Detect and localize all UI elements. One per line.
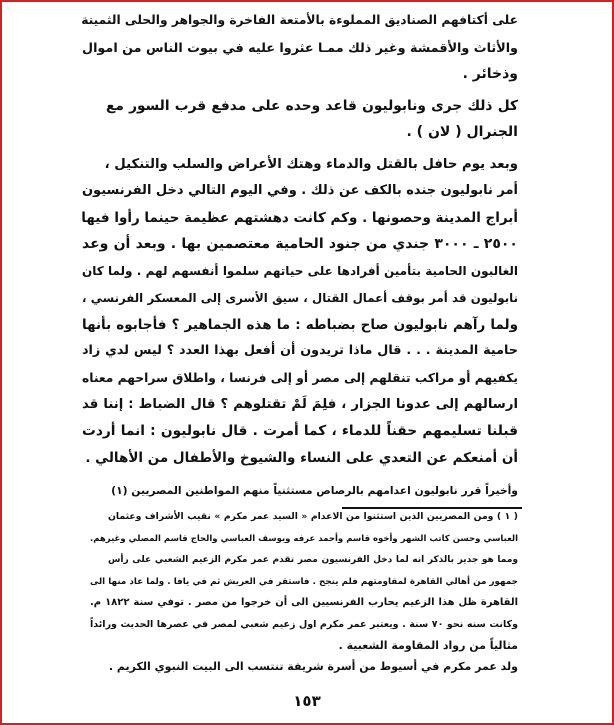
footnote-line: مثالياً من رواد المقاومة الشعبية . bbox=[338, 639, 518, 652]
text-line: نابوليون قد أمر بوقف أعمال القتال ، سيق الأسرى إلى المعسكر الفرنسي ، bbox=[82, 291, 518, 305]
text-line: على أكتافهم الصناديق المملوءة بالأمتعة الفاخرة والجواهر والحلى الثمينة bbox=[81, 13, 518, 27]
text-line: أبراج المدينة وحصونها . وكم كانت دهشتهم عظيمة حينما رأوا فيها bbox=[81, 210, 518, 226]
text-line: يكفيهم أو مراكب تنقلهم إلى مصر أو إلى فرنسا ، واطلاق سراحهم معناه bbox=[82, 371, 518, 385]
text-line: وأخيراً قرر نابوليون اعدامهم بالرصاص مستثنياً منهم المواطنين المصريين (١) bbox=[111, 484, 518, 497]
text-line: ارسالهم إلى عدونا الجزار ، فلِمَ لَمْ تقتلوهم ؟ قال الضباط : إننا قد bbox=[82, 397, 518, 412]
text-line: قبلنا تسليمهم حقناً للدماء ، كما أمرت . قال نابوليون : انما أردت bbox=[82, 423, 518, 439]
footnote-line: ولد عمر مكرم في أسيوط من أسرة شريفة تنتسب الى البيت النبوي الكريم . bbox=[108, 660, 518, 673]
page-number: ١٥٣ bbox=[293, 692, 321, 710]
text-line: وذخائر . bbox=[462, 66, 518, 82]
text-line: الغالبون الحامية بتأمين أفرادها على حياتهم سلموا أنفسهم لهم . ولما كان bbox=[82, 264, 518, 278]
text-line: أن أمنعكم عن التعدي على النساء والشيوخ والأطفال من الأهالي . bbox=[85, 450, 518, 466]
text-line: ٢٥٠٠ ـ ٣٠٠٠ جندي من جنود الحامية معتصمين بها . وبعد أن وعد bbox=[82, 236, 518, 252]
text-line: حامية المدينة . . . قال ماذا تريدون أن أفعل بهذا العدد ؟ ليس لدي زاد bbox=[82, 343, 518, 358]
text-line: وبعد يوم حافل بالقتل والدماء وهتك الأعراض والسلب والتنكيل ، bbox=[104, 157, 518, 172]
text-line: والأثاث والأقمشة وغير ذلك ممـا عثروا عليه في بيوت الناس من اموال bbox=[82, 41, 518, 56]
text-line: أمر نابوليون جنده بالكف عن ذلك . وفي اليوم التالي دخل الفرنسيون bbox=[81, 183, 518, 198]
footnote-line: ( ١ ) ومن المصريين الذين استثنوا من الاعدام « السيد عمر مكرم » نقيب الأشراف وعثمان bbox=[108, 511, 518, 522]
footnote-line: العباسي وحسن كاتب الشهر وأخوه قاسم وأحمد عرفه ويوسف العباسي والحاج قاسم المصلي وغيرهم. bbox=[90, 534, 518, 544]
text-line: الجنرال ( لان ) . bbox=[406, 124, 518, 140]
footnote-line: القاهرة ظل هذا الزعيم يحارب الفرنسيين الى أن خرجوا من مصر . توفي سنة ١٨٢٢ م. bbox=[90, 597, 519, 608]
footnote-line: وكانت سنه نحو ٧٠ سنة . ويعتبر عمر مكرم اول زعيم شعبي لمصر في عصرها الحديث ورائداً bbox=[90, 619, 518, 630]
footnote-line: جمهور من أهالي القاهرة لمقاومتهم فلم ينجح . فاستقر في العريش ثم في يافا . ولما عاد منها الى bbox=[90, 577, 518, 587]
text-line: ولما رآهم نابوليون صاح بضباطه : ما هذه الجماهير ؟ فأجابوه بأنها bbox=[82, 317, 518, 333]
text-line: كل ذلك جرى ونابوليون قاعد وحده على مدفع قرب السور مع bbox=[106, 98, 518, 114]
footnote-line: ومما هو جدير بالذكر انه لما دخل الفرنسيون مصر تقدم عمر مكرم الزعيم الشعبي على رأس bbox=[108, 555, 518, 565]
